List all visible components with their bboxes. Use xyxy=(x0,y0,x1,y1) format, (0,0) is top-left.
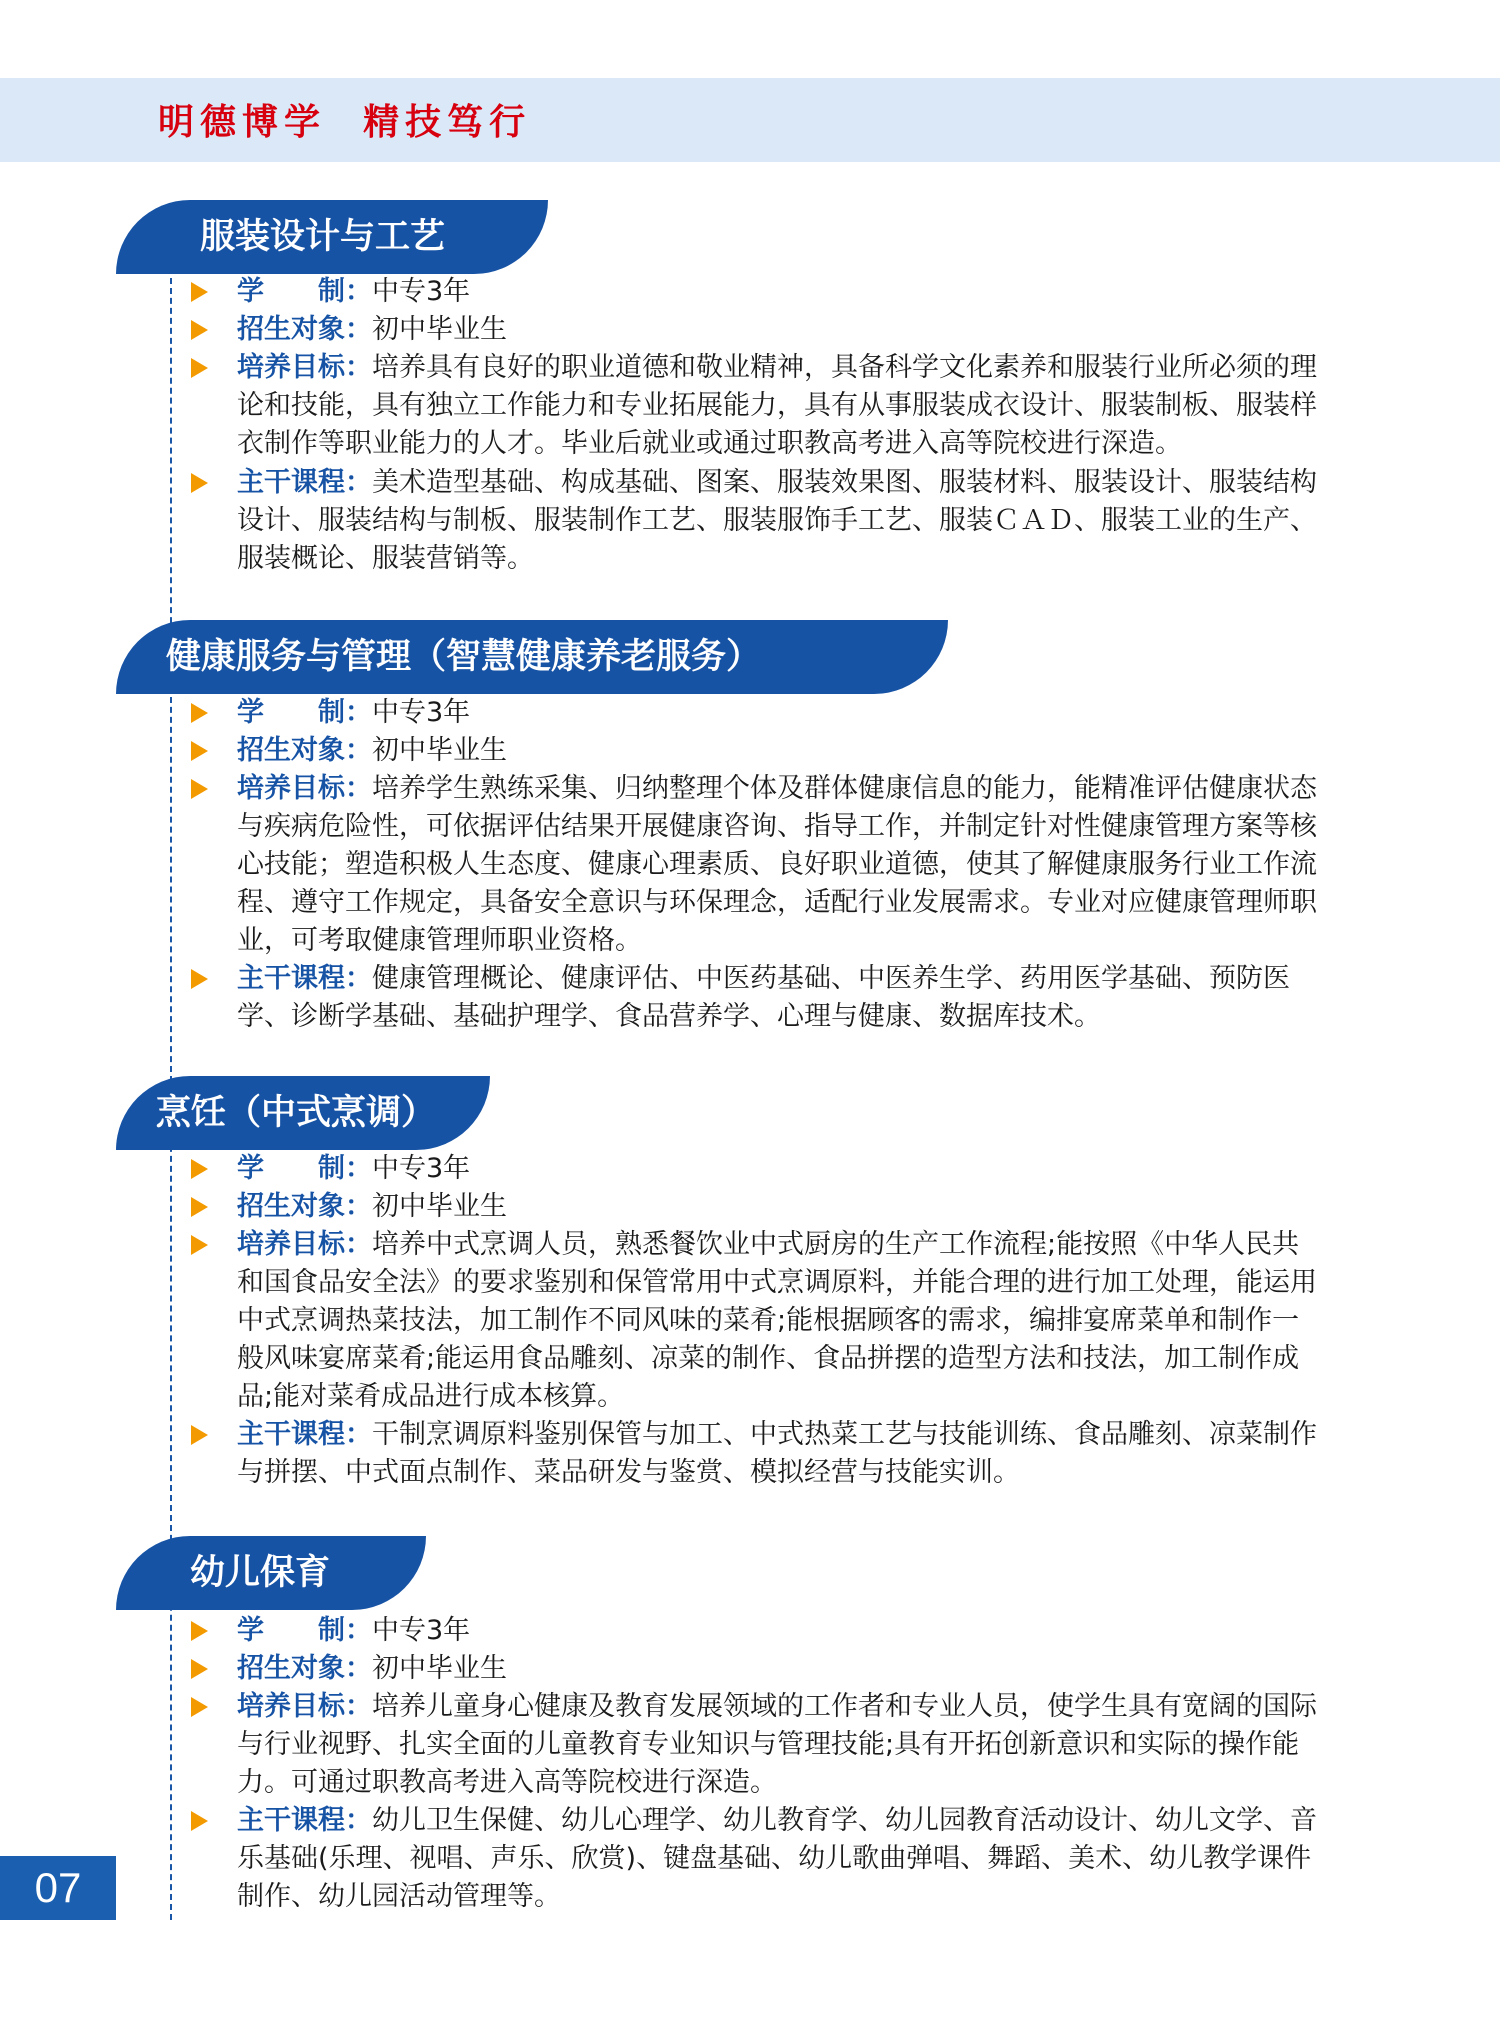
goal-row xyxy=(194,1226,1322,1416)
goal-text: 培养具有良好的职业道德和敬业精神，具备科学文化素养和服装行业所必须的理论和技能，具有独立工作能力和专业拓展能力，具有从事服装成衣设计、服装制板、服装样衣制作等职业能力的人才。毕业后就业或通过职教高考进入高等院校进行深造。 xyxy=(237,352,1317,459)
triangle-bullet-icon xyxy=(191,969,208,989)
triangle-bullet-icon xyxy=(191,320,208,340)
target-value: 初中毕业生 xyxy=(372,735,507,766)
target-value: 初中毕业生 xyxy=(372,1653,507,1684)
duration-value: 中专3年 xyxy=(372,1615,471,1646)
triangle-bullet-icon xyxy=(191,1697,208,1717)
target-row xyxy=(194,311,507,349)
goal-label: 培养目标： xyxy=(237,352,372,383)
target-row xyxy=(194,1650,507,1688)
triangle-bullet-icon xyxy=(191,1659,208,1679)
courses-text: 干制烹调原料鉴别保管与加工、中式热菜工艺与技能训练、食品雕刻、凉菜制作与拼摆、中式面点制作、菜品研发与鉴赏、模拟经营与技能实训。 xyxy=(237,1419,1317,1488)
section-title: 烹饪（中式烹调） xyxy=(156,1092,437,1133)
triangle-bullet-icon xyxy=(191,779,208,799)
courses-row xyxy=(194,1802,1322,1916)
triangle-bullet-icon xyxy=(191,741,208,761)
duration-label: 学 制： xyxy=(237,276,372,307)
goal-text: 培养学生熟练采集、归纳整理个体及群体健康信息的能力，能精准评估健康状态与疾病危险性，可依据评估结果开展健康咨询、指导工作，并制定针对性健康管理方案等核心技能；塑造积极人生态度、健康心理素质、良好职业道德，使其了解健康服务行业工作流程、遵守工作规定，具备安全意识与环保理念，适配行业发展需求。专业对应健康管理师职业，可考取健康管理师职业资格。 xyxy=(237,773,1317,956)
duration-label: 学 制： xyxy=(237,697,372,728)
page-number: 07 xyxy=(0,1856,116,1920)
duration-value: 中专3年 xyxy=(372,1153,471,1184)
goal-label: 培养目标： xyxy=(237,1229,372,1260)
courses-text: 幼儿卫生保健、幼儿心理学、幼儿教育学、幼儿园教育活动设计、幼儿文学、音乐基础(乐理、视唱、声乐、欣赏)、键盘基础、幼儿歌曲弹唱、舞蹈、美术、幼儿教学课件制作、幼儿园活动管理等。 xyxy=(237,1805,1317,1912)
goal-text: 培养儿童身心健康及教育发展领域的工作者和专业人员，使学生具有宽阔的国际与行业视野、扎实全面的儿童教育专业知识与管理技能;具有开拓创新意识和实际的操作能力。可通过职教高考进入高等院校进行深造。 xyxy=(237,1691,1317,1798)
duration-row xyxy=(194,273,470,311)
triangle-bullet-icon xyxy=(191,282,208,302)
triangle-bullet-icon xyxy=(191,1425,208,1445)
triangle-bullet-icon xyxy=(191,1197,208,1217)
section-title: 幼儿保育 xyxy=(190,1552,331,1593)
duration-row xyxy=(194,1150,470,1188)
duration-value: 中专3年 xyxy=(372,697,471,728)
target-label: 招生对象： xyxy=(237,314,372,345)
goal-row xyxy=(194,770,1322,960)
target-value: 初中毕业生 xyxy=(372,314,507,345)
school-motto: 明德博学 精技笃行 xyxy=(158,101,532,143)
goal-label: 培养目标： xyxy=(237,773,372,804)
duration-row xyxy=(194,1612,470,1650)
triangle-bullet-icon xyxy=(191,1159,208,1179)
goal-row xyxy=(194,1688,1322,1802)
duration-row xyxy=(194,694,470,732)
courses-text: 美术造型基础、构成基础、图案、服装效果图、服装材料、服装设计、服装结构设计、服装结构与制板、服装制作工艺、服装服饰手工艺、服装ＣＡＤ、服装工业的生产、服装概论、服装营销等。 xyxy=(237,467,1317,574)
triangle-bullet-icon xyxy=(191,1621,208,1641)
goal-label: 培养目标： xyxy=(237,1691,372,1722)
duration-label: 学 制： xyxy=(237,1615,372,1646)
goal-row xyxy=(194,349,1322,463)
section-banner xyxy=(116,200,548,274)
section-title: 服装设计与工艺 xyxy=(200,216,446,257)
triangle-bullet-icon xyxy=(191,358,208,378)
triangle-bullet-icon xyxy=(191,703,208,723)
section-banner xyxy=(116,1536,426,1610)
target-value: 初中毕业生 xyxy=(372,1191,507,1222)
triangle-bullet-icon xyxy=(191,1235,208,1255)
triangle-bullet-icon xyxy=(191,473,208,493)
target-label: 招生对象： xyxy=(237,1653,372,1684)
duration-label: 学 制： xyxy=(237,1153,372,1184)
target-row xyxy=(194,732,507,770)
courses-label: 主干课程： xyxy=(237,467,372,498)
courses-text: 健康管理概论、健康评估、中医药基础、中医养生学、药用医学基础、预防医学、诊断学基础、基础护理学、食品营养学、心理与健康、数据库技术。 xyxy=(237,963,1290,1032)
target-label: 招生对象： xyxy=(237,1191,372,1222)
target-row xyxy=(194,1188,507,1226)
courses-label: 主干课程： xyxy=(237,1419,372,1450)
duration-value: 中专3年 xyxy=(372,276,471,307)
target-label: 招生对象： xyxy=(237,735,372,766)
courses-label: 主干课程： xyxy=(237,1805,372,1836)
courses-row xyxy=(194,960,1322,1036)
courses-row xyxy=(194,1416,1322,1492)
section-banner xyxy=(116,620,948,694)
courses-label: 主干课程： xyxy=(237,963,372,994)
courses-row xyxy=(194,464,1322,578)
section-banner xyxy=(116,1076,490,1150)
goal-text: 培养中式烹调人员，熟悉餐饮业中式厨房的生产工作流程;能按照《中华人民共和国食品安全法》的要求鉴别和保管常用中式烹调原料，并能合理的进行加工处理，能运用中式烹调热菜技法，加工制作不同风味的菜肴;能根据顾客的需求，编排宴席菜单和制作一般风味宴席菜肴;能运用食品雕刻、凉菜的制作、食品拼摆的造型方法和技法，加工制作成品;能对菜肴成品进行成本核算。 xyxy=(237,1229,1317,1412)
section-title: 健康服务与管理（智慧健康养老服务） xyxy=(166,636,762,677)
triangle-bullet-icon xyxy=(191,1811,208,1831)
